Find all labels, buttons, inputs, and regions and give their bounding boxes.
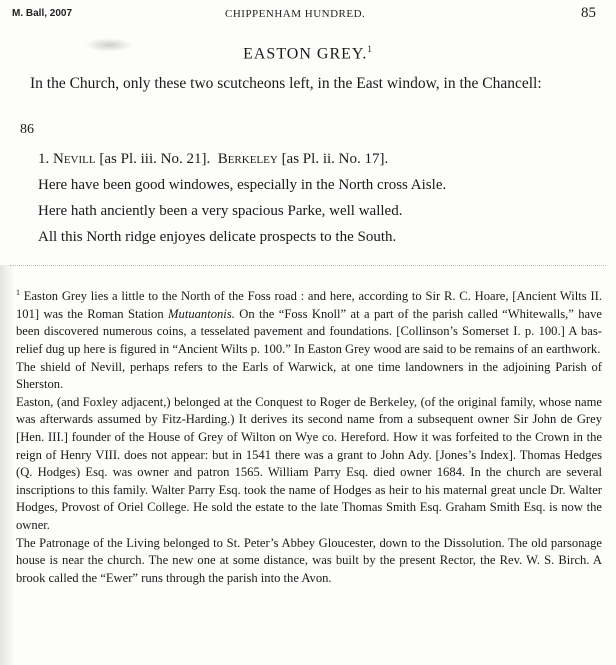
footnote-paragraph-3: Easton, (and Foxley adjacent,) belonged at the Conquest to Roger de Berkeley, (of the original family, whose name was afterwards assumed by Fitz-Harding.) It derives its second name from a subsequent owner Sir John de Grey [Hen. III.] founder of the House of Grey of Wilton on Wye co. Hereford. How it was forfeited to the Crown in the reign of Henry VIII. does not appear: but in 1541 there was a grant to John Ady. [Jones’s Index]. Thomas Hedges (Q. Hodges) Esq. was owner and patron 1565. William Parry Esq. died owner 1684. In the church are several inscriptions to this family. Walter Parry Esq. took the name of Hodges as heir to his maternal great uncle Dr. Walter Hodges, Provost of Oriel College. He sold the estate to the late Thomas Smith Esq. Graham Smith Esq. is now the owner.	[16, 394, 602, 532]
main-text	[38, 151, 598, 255]
footnote-1-italic: Mutuantonis.	[168, 306, 235, 321]
footnote-1-text-a: Easton Grey lies a little to the North of the Foss road : and here, according to Sir R. C. Hoare, [Ancient Wilts II. 101] was the Roman Station	[16, 289, 602, 321]
arms-nevill: Nevill	[53, 151, 96, 167]
page-number-top: 85	[581, 5, 596, 21]
footnote-marker: 1	[16, 288, 20, 297]
section-title-text: EASTON GREY.	[243, 45, 368, 63]
footnote-divider	[10, 265, 606, 266]
intro-line: In the Church, only these two scutcheons left, in the East window, in the Chancell:	[30, 75, 542, 92]
arms-line	[38, 151, 598, 177]
footnote-paragraph-1	[16, 284, 602, 359]
title-footnote-marker: 1	[367, 44, 373, 54]
arms-number: 1.	[38, 151, 53, 167]
footnote-1-text-b: On the “Foss Knoll” at a part of the parish called “Whitewalls,” have been discovered numerous coins, a tesselated pavement and foundations. [Collinson’s Somerset I. p. 100.] A bas-relief dug up here is figured in “Ancient Wilts p. 100.” In Easton Grey wood are said to be remains of an earthwork.	[16, 306, 602, 356]
footnotes	[16, 284, 602, 587]
section-title	[0, 44, 616, 63]
text-line-parke: Here hath anciently been a very spacious Parke, well walled.	[38, 203, 403, 219]
text-line-windowes: Here have been good windowes, especially in the North cross Aisle.	[38, 177, 447, 193]
arms-nevill-ref: [as Pl. iii. No. 21].	[95, 151, 211, 167]
scan-edge-shadow	[0, 265, 14, 665]
footnote-paragraph-2: The shield of Nevill, perhaps refers to the Earls of Warwick, at one time landowners in the adjoining Parish of Sherston.	[16, 359, 602, 392]
margin-page-number: 86	[20, 122, 34, 137]
text-line-prospects: All this North ridge enjoyes delicate prospects to the South.	[38, 229, 397, 245]
author-credit: M. Ball, 2007	[12, 8, 73, 19]
footnote-paragraph-4: The Patronage of the Living belonged to St. Peter’s Abbey Gloucester, down to the Dissolution. The old parsonage house is near the church. The new one at some distance, was built by the present Rector, the Rev. W. S. Birch. A brook called the “Ewer” runs through the parish into the Avon.	[16, 535, 602, 585]
arms-berkeley: Berkeley	[217, 151, 278, 167]
running-title: CHIPPENHAM HUNDRED.	[225, 8, 366, 20]
running-header	[0, 4, 616, 24]
arms-berkeley-ref: [as Pl. ii. No. 17].	[277, 151, 389, 167]
